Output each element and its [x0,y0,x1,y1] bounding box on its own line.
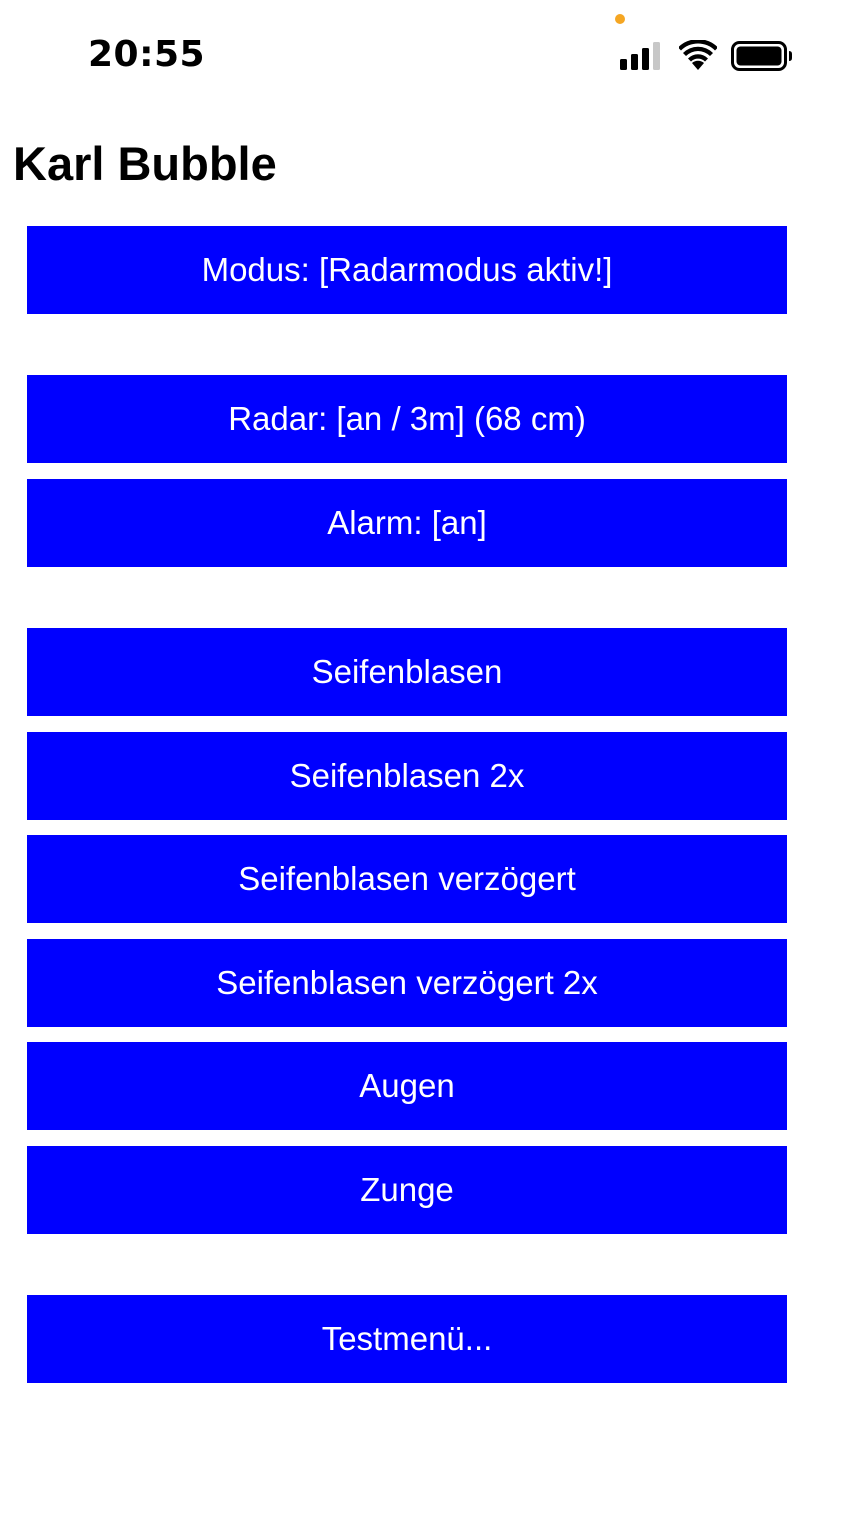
wifi-icon [679,40,717,70]
alarm-button[interactable]: Alarm: [an] [27,479,787,567]
zunge-button[interactable]: Zunge [27,1146,787,1234]
radar-button[interactable]: Radar: [an / 3m] (68 cm) [27,375,787,463]
cellular-signal-icon [620,42,664,70]
status-time: 20:55 [88,34,206,75]
augen-button[interactable]: Augen [27,1042,787,1130]
privacy-indicator-dot [615,14,625,24]
seifenblasen-2x-button[interactable]: Seifenblasen 2x [27,732,787,820]
testmenu-button[interactable]: Testmenü... [27,1295,787,1383]
modus-button[interactable]: Modus: [Radarmodus aktiv!] [27,226,787,314]
seifenblasen-verzoegert-button[interactable]: Seifenblasen verzögert [27,835,787,923]
status-bar [0,0,849,100]
battery-icon [731,41,793,71]
app-title: Karl Bubble [13,137,277,190]
seifenblasen-button[interactable]: Seifenblasen [27,628,787,716]
seifenblasen-verzoegert-2x-button[interactable]: Seifenblasen verzögert 2x [27,939,787,1027]
